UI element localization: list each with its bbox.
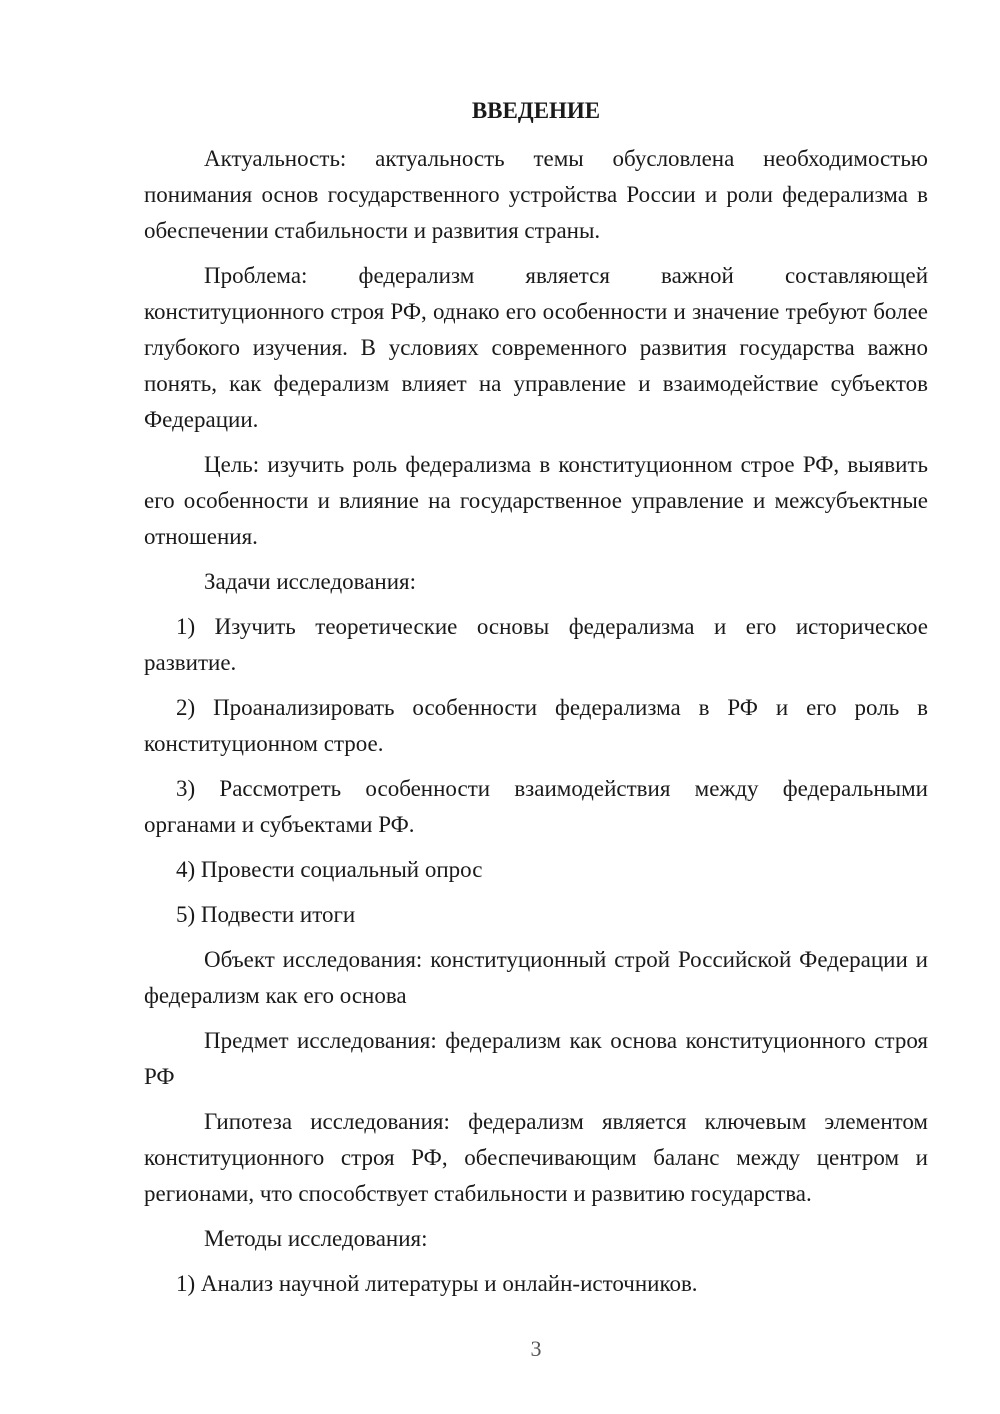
list-item-method-1: 1) Анализ научной литературы и онлайн-источников.	[176, 1271, 698, 1296]
paragraph-object: Объект исследования: конституционный строй Российской Федерации и федерализм как его основа	[144, 947, 928, 1008]
paragraph-goal: Цель: изучить роль федерализма в конституционном строе РФ, выявить его особенности и влияние на государственное управление и межсубъектные отношения.	[144, 452, 928, 549]
list-item-task-4: 4) Провести социальный опрос	[176, 857, 483, 882]
list-item-task-5: 5) Подвести итоги	[176, 902, 356, 927]
list-item-task-2: 2) Проанализировать особенности федерализма в РФ и его роль в конституционном строе.	[144, 695, 928, 756]
list-item-task-1: 1) Изучить теоретические основы федерализма и его историческое развитие.	[144, 614, 928, 675]
paragraph-hypothesis: Гипотеза исследования: федерализм является ключевым элементом конституционного строя РФ, обеспечивающим баланс между центром и регионами, что способствует стабильности и развитию государства.	[144, 1109, 928, 1206]
paragraph-tasks-heading: Задачи исследования:	[204, 569, 417, 594]
page-title: ВВЕДЕНИЕ	[471, 98, 601, 123]
paragraph-methods-heading: Методы исследования:	[204, 1226, 428, 1251]
list-item-task-3: 3) Рассмотреть особенности взаимодействия между федеральными органами и субъектами РФ.	[144, 776, 928, 837]
page-number: 3	[530, 1336, 542, 1361]
paragraph-relevance: Актуальность: актуальность темы обусловлена необходимостью понимания основ государственного устройства России и роли федерализма в обеспечении стабильности и развития страны.	[144, 146, 928, 243]
document-body	[144, 141, 928, 1311]
paragraph-problem: Проблема: федерализм является важной составляющей конституционного строя РФ, однако его особенности и значение требуют более глубокого изучения. В условиях современного развития государства важно понять, как федерализм влияет на управление и взаимодействие субъектов Федерации.	[144, 263, 928, 432]
paragraph-subject: Предмет исследования: федерализм как основа конституционного строя РФ	[144, 1028, 928, 1089]
